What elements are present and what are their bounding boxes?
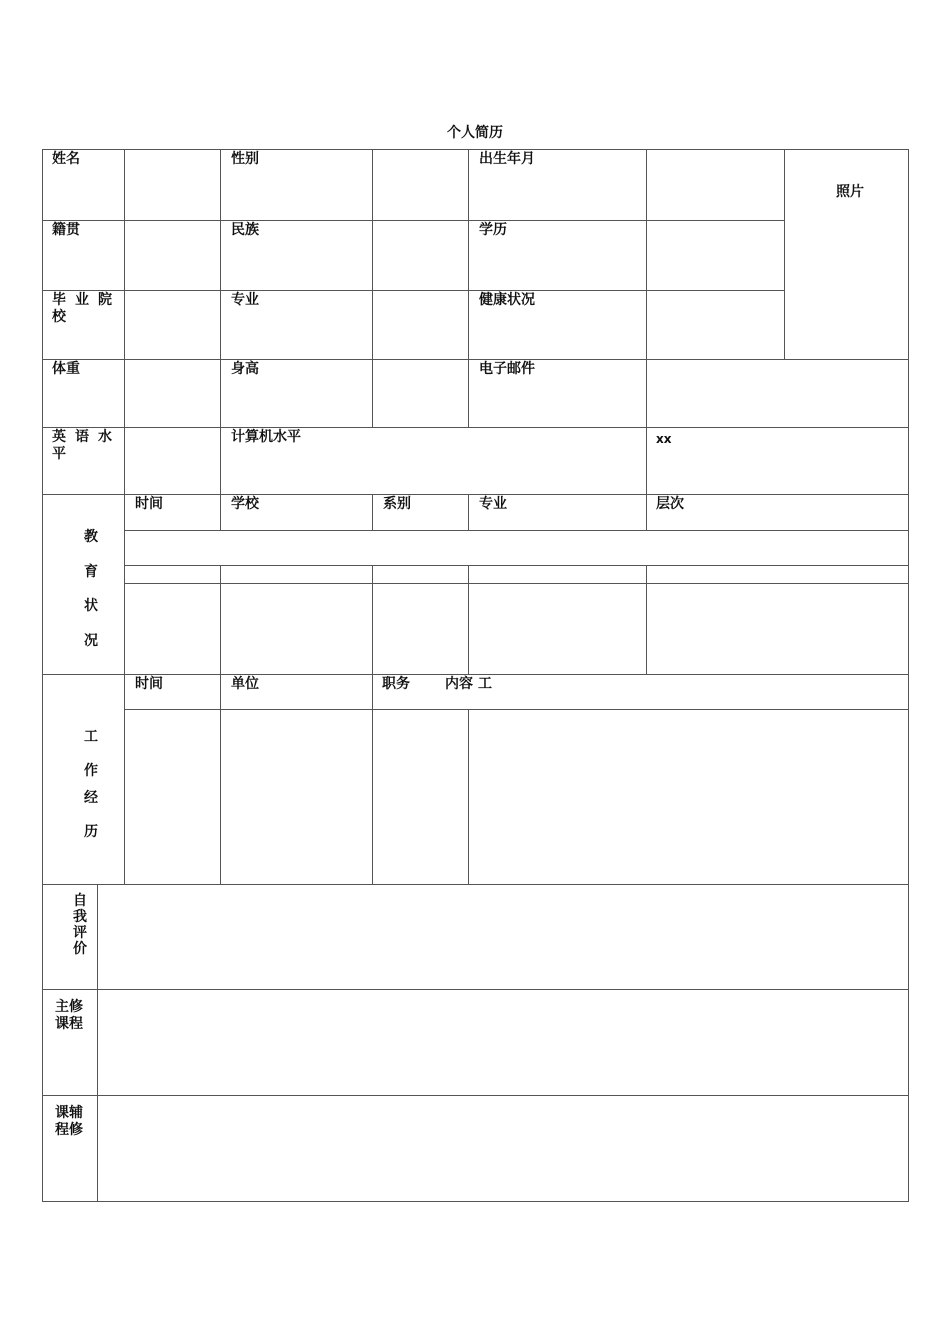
- grid-line: [42, 989, 909, 990]
- grid-line: [372, 494, 373, 530]
- grid-line: [42, 1201, 909, 1202]
- section-char: 价: [73, 941, 87, 957]
- label-major: 专业: [231, 292, 259, 308]
- label-birth: 出生年月: [479, 151, 535, 167]
- header-edu-time: 时间: [135, 496, 163, 512]
- grid-line: [372, 674, 373, 884]
- label-school-line1: 毕业院: [52, 292, 121, 308]
- label-major-courses-line2: 课程: [55, 1016, 83, 1032]
- grid-line: [42, 427, 909, 428]
- grid-line: [124, 674, 125, 884]
- section-char: 教: [84, 529, 98, 545]
- label-weight: 体重: [52, 361, 80, 377]
- grid-line: [784, 149, 785, 359]
- section-label-work: [81, 726, 101, 841]
- grid-line: [124, 709, 909, 710]
- grid-line: [468, 494, 469, 530]
- label-health: 健康状况: [479, 292, 535, 308]
- section-char: 作: [84, 763, 98, 779]
- header-work-content-b: 工: [478, 676, 492, 692]
- header-work-position: 职务: [382, 676, 410, 692]
- label-native-place: 籍贯: [52, 222, 80, 238]
- label-major-courses-line1: 主修: [55, 999, 83, 1015]
- grid-line: [468, 149, 469, 427]
- grid-line: [42, 290, 785, 291]
- label-gender: 性别: [231, 151, 259, 167]
- grid-line: [220, 565, 221, 674]
- label-education-level: 学历: [479, 222, 507, 238]
- grid-line: [42, 494, 909, 495]
- grid-line: [42, 149, 909, 150]
- header-work-time: 时间: [135, 676, 163, 692]
- label-ethnicity: 民族: [231, 222, 259, 238]
- header-edu-major: 专业: [479, 496, 507, 512]
- section-char: 况: [84, 633, 98, 649]
- section-char: 历: [84, 824, 98, 840]
- section-char: 育: [84, 564, 98, 580]
- header-work-content-a: 内容: [445, 676, 473, 692]
- grid-line: [372, 149, 373, 427]
- grid-line: [124, 149, 125, 494]
- section-char: 评: [73, 925, 87, 941]
- header-work-unit: 单位: [231, 676, 259, 692]
- section-char: 我: [73, 909, 87, 925]
- grid-line: [220, 674, 221, 884]
- grid-line: [42, 674, 909, 675]
- section-char: 经: [84, 790, 98, 806]
- grid-line: [42, 1095, 909, 1096]
- section-char: 自: [73, 893, 87, 909]
- section-char: 工: [84, 729, 98, 745]
- header-edu-level: 层次: [656, 496, 684, 512]
- section-char: 状: [84, 598, 98, 614]
- header-edu-department: 系别: [383, 496, 411, 512]
- section-label-education: [81, 526, 101, 650]
- value-computer: xx: [656, 432, 672, 446]
- grid-line: [124, 494, 125, 674]
- grid-line: [908, 149, 909, 1202]
- grid-line: [97, 884, 98, 1201]
- section-label-self-eval: [70, 893, 90, 957]
- label-minor-courses-line2: 程修: [55, 1122, 83, 1138]
- grid-line: [220, 494, 221, 530]
- label-name: 姓名: [52, 151, 80, 167]
- grid-line: [220, 149, 221, 494]
- grid-line: [646, 565, 647, 674]
- grid-line: [42, 359, 909, 360]
- label-english-line1: 英语水: [52, 429, 121, 445]
- grid-line: [468, 709, 469, 884]
- label-minor-courses-line1: 课辅: [55, 1105, 83, 1121]
- grid-line: [124, 530, 909, 531]
- grid-line: [372, 565, 373, 674]
- page-title: 个人简历: [447, 125, 503, 141]
- label-height: 身高: [231, 361, 259, 377]
- photo-placeholder: 照片: [836, 184, 864, 200]
- label-school-line2: 校: [52, 309, 66, 325]
- grid-line: [42, 149, 43, 1202]
- grid-line: [646, 494, 647, 530]
- grid-line: [468, 565, 469, 674]
- label-email: 电子邮件: [479, 361, 535, 377]
- grid-line: [124, 583, 909, 584]
- header-edu-school: 学校: [231, 496, 259, 512]
- label-english-line2: 平: [52, 446, 66, 462]
- grid-line: [646, 149, 647, 494]
- label-computer: 计算机水平: [231, 429, 301, 445]
- grid-line: [42, 220, 785, 221]
- grid-line: [42, 884, 909, 885]
- grid-line: [124, 565, 909, 566]
